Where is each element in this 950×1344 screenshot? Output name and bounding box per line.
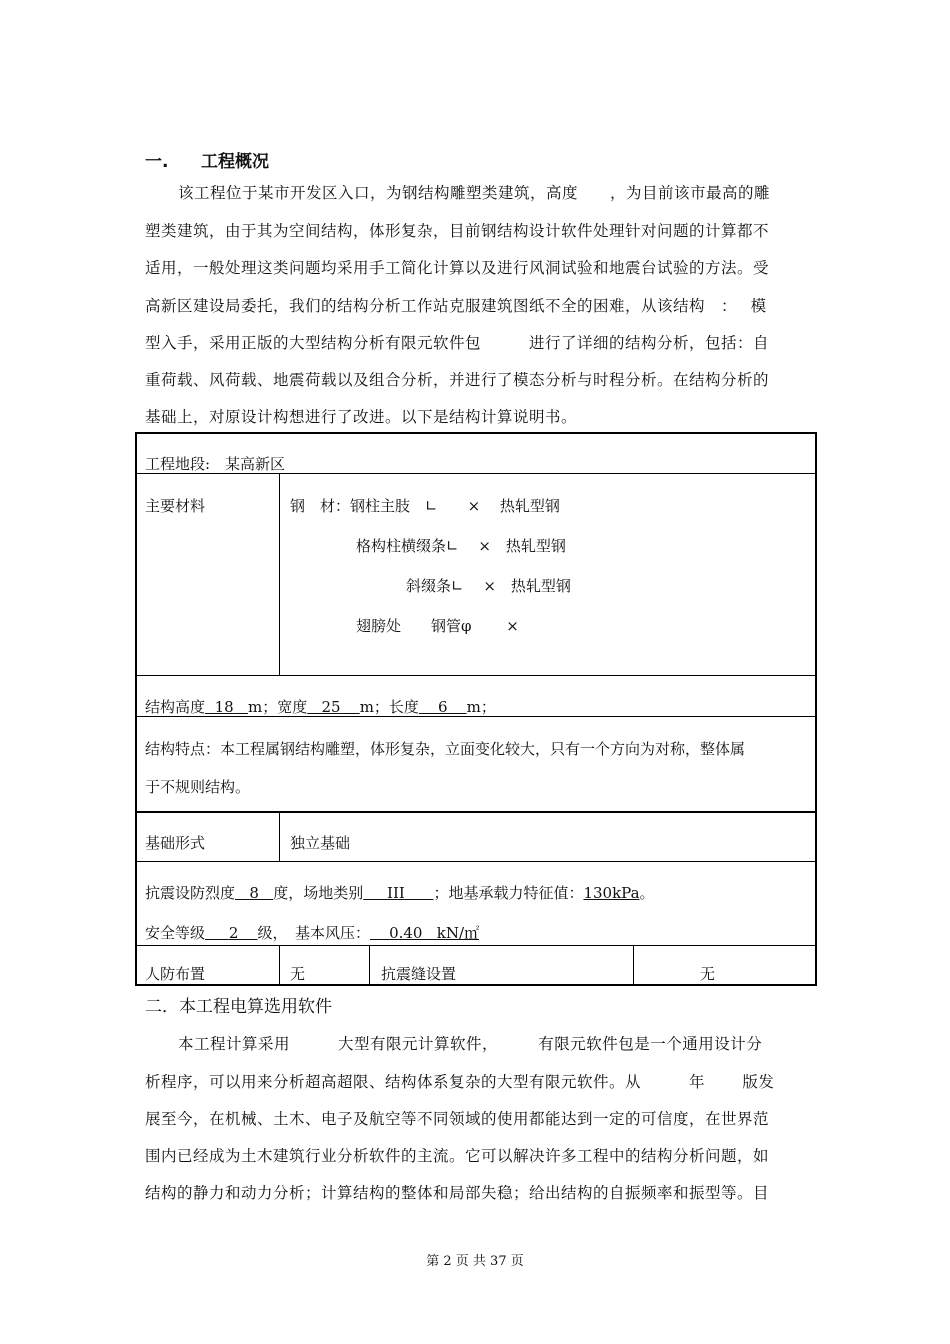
- column-divider: [279, 811, 280, 861]
- feature-line: 结构特点：本工程属钢结构雕塑，体形复杂，立面变化较大，只有一个方向为对称，整体属: [145, 740, 746, 758]
- column-divider: [369, 945, 370, 985]
- table-border-left: [135, 432, 137, 986]
- bearing-value: 130kPa: [583, 884, 640, 902]
- row-divider: [135, 811, 817, 813]
- site-class-value: III: [387, 884, 405, 902]
- column-divider: [279, 473, 280, 675]
- section-1-title: 工程概况: [201, 152, 269, 172]
- safety-grade-value: 2: [228, 924, 239, 942]
- section-1-number: 一.: [145, 152, 169, 172]
- material-row: 斜缀条∟ × 热轧型钢: [406, 577, 571, 595]
- civil-defense-value: 无: [290, 965, 306, 983]
- length-unit: m；: [466, 698, 496, 716]
- paragraph-line: 塑类建筑，由于其为空间结构，体形复杂，目前钢结构设计软件处理针对问题的计算都不: [145, 222, 770, 240]
- paragraph-line: 析程序，可以用来分析超高超限、结构体系复杂的大型有限元软件。从 年 版发: [145, 1073, 775, 1091]
- paragraph-line: 型入手，采用正版的大型结构分析有限元软件包 进行了详细的结构分析，包括：自: [145, 334, 770, 352]
- length-label: m；长度: [359, 698, 419, 716]
- length-value: 6: [438, 698, 448, 716]
- width-label: m；宽度: [247, 698, 308, 716]
- material-row: 钢 材：钢柱主肢 ∟ × 热轧型钢: [290, 497, 560, 515]
- seismic-intensity-label: 抗震设防烈度: [145, 884, 236, 902]
- dimensions-row: [145, 696, 496, 717]
- column-divider: [633, 945, 634, 985]
- row-divider: [135, 675, 817, 676]
- paragraph-line: 适用，一般处理这类问题均采用手工简化计算以及进行风洞试验和地震台试验的方法。受: [145, 259, 770, 277]
- foundation-label: 基础形式: [145, 834, 206, 852]
- paragraph-line: 本工程计算采用 大型有限元计算软件， 有限元软件包是一个通用设计分: [178, 1035, 763, 1053]
- row-divider: [135, 945, 817, 946]
- section-2-title: 二．本工程电算选用软件: [145, 997, 332, 1017]
- page-footer: 第 2 页 共 37 页: [426, 1254, 524, 1269]
- seismic-row: [145, 882, 655, 903]
- paragraph-line: 重荷载、风荷载、地震荷载以及组合分析，并进行了模态分析与时程分析。在结构分析的: [145, 371, 770, 389]
- material-row: 翅膀处 钢管φ ×: [356, 617, 519, 635]
- paragraph-line: 展至今，在机械、土木、电子及航空等不同领域的使用都能达到一定的可信度，在世界范: [145, 1110, 770, 1128]
- bearing-label: ；地基承载力特征值：: [433, 884, 584, 902]
- wind-unit: kN/㎡: [436, 924, 480, 942]
- row-divider: [135, 861, 817, 862]
- table-border-right: [815, 432, 817, 986]
- civil-defense-label: 人防布置: [145, 965, 206, 983]
- seismic-intensity-value: 8: [249, 884, 259, 902]
- paragraph-line: 基础上，对原设计构想进行了改进。以下是结构计算说明书。: [145, 408, 578, 426]
- table-border-top: [135, 432, 817, 434]
- foundation-value: 独立基础: [290, 834, 351, 852]
- seismic-joint-label: 抗震缝设置: [381, 965, 457, 983]
- seismic-joint-value: 无: [700, 965, 716, 983]
- table-border-bottom: [135, 984, 817, 986]
- safety-grade-label: 安全等级: [145, 924, 206, 942]
- paragraph-line: 结构的静力和动力分析；计算结构的整体和局部失稳；给出结构的自振频率和振型等。目: [145, 1184, 770, 1202]
- feature-line: 于不规则结构。: [145, 778, 251, 796]
- material-row: 格构柱横缀条∟ × 热轧型钢: [356, 537, 566, 555]
- safety-row: [145, 922, 479, 943]
- column-divider: [279, 945, 280, 985]
- wind-label: 级， 基本风压：: [257, 924, 370, 942]
- height-label: 结构高度: [145, 698, 206, 716]
- wind-value: 0.40: [389, 924, 423, 942]
- height-value: 18: [214, 698, 234, 716]
- site-class-label: 度，场地类别: [273, 884, 364, 902]
- materials-label: 主要材料: [145, 497, 206, 515]
- bearing-end: 。: [639, 884, 655, 902]
- width-value: 25: [321, 698, 341, 716]
- paragraph-line: 高新区建设局委托，我们的结构分析工作站克服建筑图纸不全的困难，从该结构 ： 模: [145, 297, 767, 315]
- paragraph-line: 围内已经成为土木建筑行业分析软件的主流。它可以解决许多工程中的结构分析问题，如: [145, 1147, 770, 1165]
- paragraph-line: 该工程位于某市开发区入口，为钢结构雕塑类建筑，高度 ，为目前该市最高的雕: [178, 184, 771, 202]
- site-cell: 工程地段: 某高新区: [145, 455, 286, 473]
